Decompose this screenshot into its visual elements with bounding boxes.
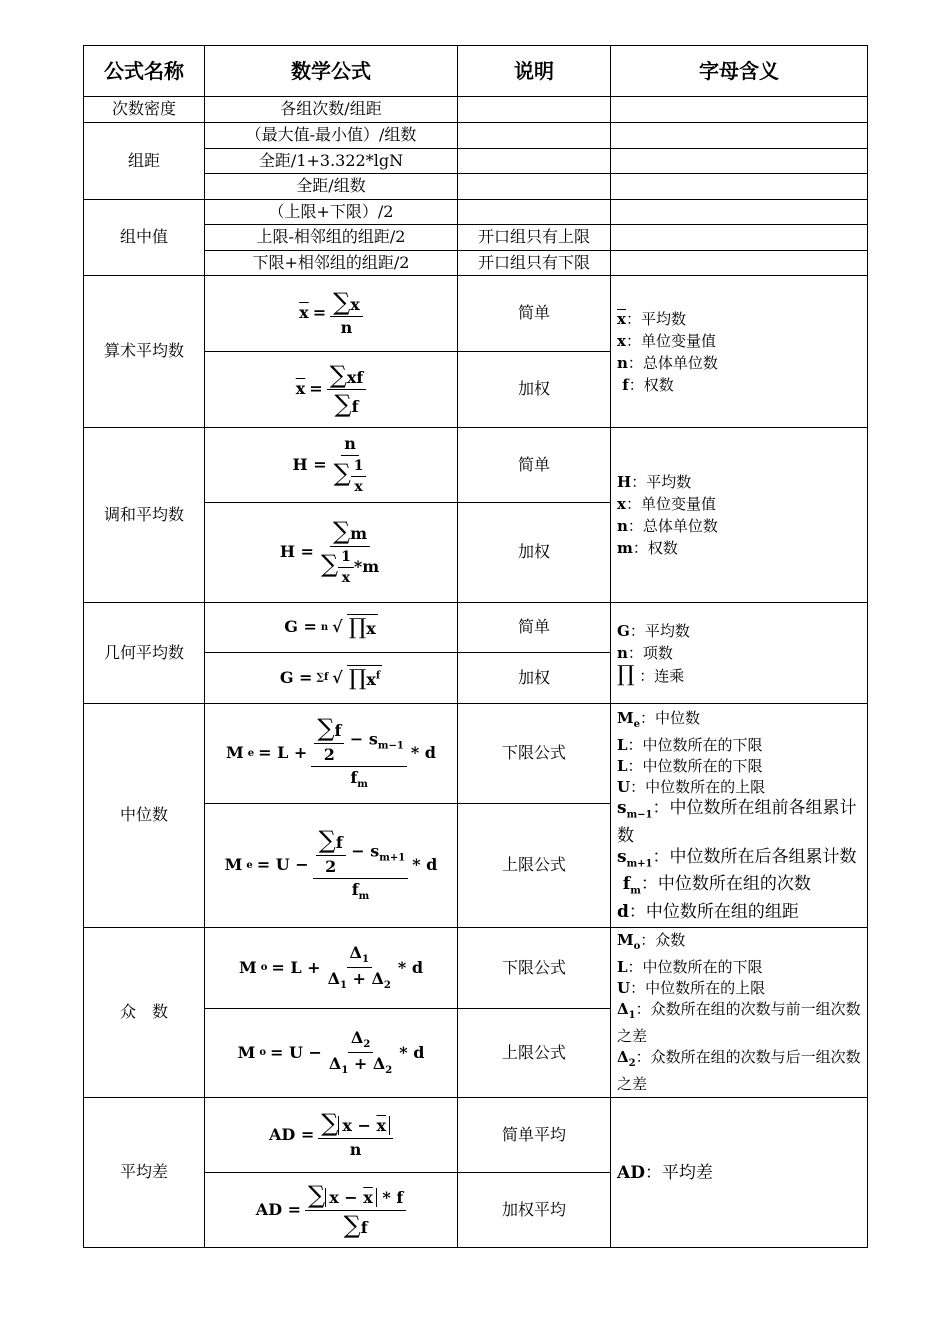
desc-cell: 下限公式	[458, 928, 611, 1009]
formula-cell: 各组次数/组距	[205, 97, 458, 123]
table-row	[84, 1098, 868, 1173]
row-name: 几何平均数	[84, 603, 205, 704]
formula-cell: 全距/组数	[205, 174, 458, 200]
desc-cell: 开口组只有上限	[458, 225, 611, 251]
meaning-cell: G：平均数 n：项数 ∏ ：连乘	[611, 603, 868, 704]
desc-cell: 简单	[458, 428, 611, 503]
row-name: 调和平均数	[84, 428, 205, 603]
formula-ad-simple: AD = $\frac{\sum x - \overline{x}}{n}$	[205, 1098, 458, 1173]
formula-table	[83, 45, 868, 1248]
row-name: 平均差	[84, 1098, 205, 1248]
row-name: 组距	[84, 123, 205, 200]
formula-cell: 全距/1+3.322*lgN	[205, 149, 458, 174]
formula-cell: （上限+下限）/2	[205, 200, 458, 225]
formula-median-upper: M e = U − $\frac{\sum f}{2}$ − $s_{m+1}$ $f_m$ * d	[205, 804, 458, 928]
formula-geo-weighted: G = ∑f √ $\prod x^f$	[205, 653, 458, 704]
meaning-cell: $\overline{x}$：平均数 x：单位变量值 n：总体单位数 f：权数	[611, 276, 868, 428]
row-name: 算术平均数	[84, 276, 205, 428]
desc-cell: 上限公式	[458, 1008, 611, 1097]
formula-ad-weighted: AD = $\frac{\sum x - \overline{x} * f}{\sum f}$	[205, 1173, 458, 1248]
meaning-cell: $M_e$：中位数 L：中位数所在的下限 L：中位数所在的下限 U：中位数所在的上限 $s_{m-1}$：中位数所在组前各组累计数 $s_{m+1}$：中位数所在后各组累计数 $f_m$：中位数所在组的次数 d：中位数所在组的组距	[611, 704, 868, 928]
table-row	[84, 123, 868, 149]
formula-arith-simple: $\overline{x}$ = $\frac{\sum x}{n}$	[205, 276, 458, 352]
header-name: 公式名称	[84, 46, 205, 97]
header-desc: 说明	[458, 46, 611, 97]
header-row	[84, 46, 868, 97]
table-row	[84, 928, 868, 1009]
table-row	[84, 428, 868, 503]
formula-cell: （最大值-最小值）/组数	[205, 123, 458, 149]
desc-cell: 加权平均	[458, 1173, 611, 1248]
formula-harm-simple: H = n ∑ $\frac{1}{x}$	[205, 428, 458, 503]
formula-cell: 上限-相邻组的组距/2	[205, 225, 458, 251]
row-name: 组中值	[84, 200, 205, 276]
formula-mode-lower: M o = L + $\frac{\Delta_1}{\Delta_1 + \Delta_2}$ * d	[205, 928, 458, 1009]
row-name: 中位数	[84, 704, 205, 928]
desc-cell: 简单	[458, 603, 611, 653]
desc-cell: 简单平均	[458, 1098, 611, 1173]
meaning-cell: AD：平均差	[611, 1098, 868, 1248]
meaning-cell: $M_o$：众数 L：中位数所在的下限 U：中位数所在的上限 $\Delta_1$：众数所在组的次数与前一组次数之差 $\Delta_2$：众数所在组的次数与后一组次数之差	[611, 928, 868, 1098]
desc-cell: 下限公式	[458, 704, 611, 804]
formula-cell: 下限+相邻组的组距/2	[205, 251, 458, 276]
table-row	[84, 276, 868, 352]
meaning-cell: H：平均数 x：单位变量值 n：总体单位数 m：权数	[611, 428, 868, 603]
table-row	[84, 97, 868, 123]
desc-cell: 开口组只有下限	[458, 251, 611, 276]
desc-cell: 加权	[458, 352, 611, 428]
desc-cell: 简单	[458, 276, 611, 352]
desc-cell: 加权	[458, 653, 611, 704]
row-name: 众 数	[84, 928, 205, 1098]
table-row	[84, 704, 868, 804]
formula-median-lower: M e = L + $\frac{\sum f}{2}$ − $s_{m-1}$ $f_m$ * d	[205, 704, 458, 804]
desc-cell: 加权	[458, 503, 611, 603]
desc-cell: 上限公式	[458, 804, 611, 928]
formula-harm-weighted: H = ∑m ∑ $\frac{1}{x}$ *m	[205, 503, 458, 603]
row-name: 次数密度	[84, 97, 205, 123]
table-row	[84, 200, 868, 225]
header-formula: 数学公式	[205, 46, 458, 97]
table-row	[84, 603, 868, 653]
formula-mode-upper: M o = U − $\frac{\Delta_2}{\Delta_1 + \Delta_2}$ * d	[205, 1008, 458, 1097]
formula-arith-weighted: $\overline{x}$ = $\frac{\sum xf}{\sum f}$	[205, 352, 458, 428]
formula-geo-simple: G = n √ ∏x	[205, 603, 458, 653]
header-meaning: 字母含义	[611, 46, 868, 97]
